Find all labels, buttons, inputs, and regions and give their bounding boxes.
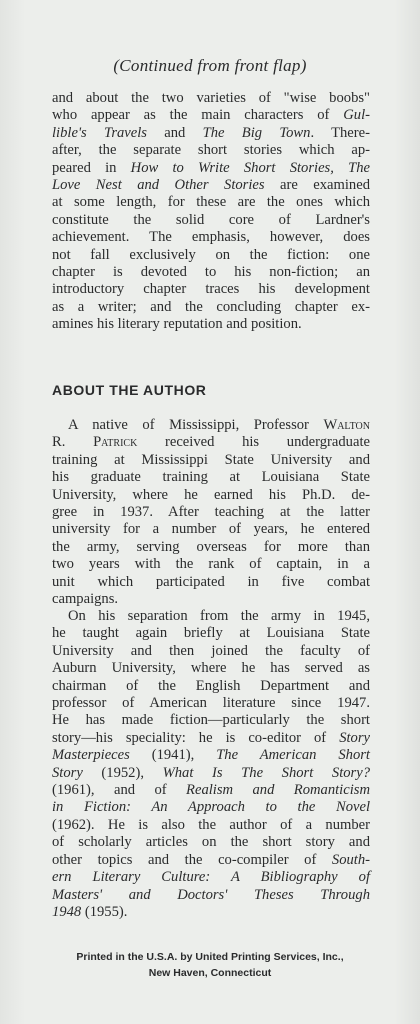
text-line: other topics and the co-compiler of South- <box>52 851 370 868</box>
text-line: (1962). He is also the author of a number <box>52 816 370 833</box>
text-line: (1961), and of Realism and Romanticism <box>52 782 370 799</box>
text-line: university for a number of years, he entered <box>52 521 370 538</box>
text-line: chapter is devoted to his non-fiction; an <box>52 264 370 281</box>
continued-note: (Continued from front flap) <box>113 56 307 75</box>
text-line: R. Patrick received his undergraduate <box>52 434 370 451</box>
text-line: his graduate training at Louisiana State <box>52 469 370 486</box>
text-line: story—his speciality: he is co-editor of Story <box>52 729 370 746</box>
text-line: he taught again briefly at Louisiana State <box>52 625 370 642</box>
printer-imprint <box>0 949 420 981</box>
text-line: Masters' and Doctors' Theses Through <box>52 886 370 903</box>
text-line: after, the separate short stories which ap- <box>52 142 370 159</box>
text-line: introductory chapter traces his development <box>52 281 370 298</box>
text-line: 1948 (1955). <box>52 903 128 920</box>
text-line: Auburn University, where he has served as <box>52 660 370 677</box>
text-line: as a writer; and the concluding chapter ex- <box>52 298 370 315</box>
text-line: two years with the rank of captain, in a <box>52 556 370 573</box>
text-line: peared in How to Write Short Stories, The <box>52 159 370 176</box>
flap-text <box>52 90 370 334</box>
text-line: gree in 1937. After teaching at the latter <box>52 504 370 521</box>
text-line: unit which participated in five combat <box>52 573 370 590</box>
text-line: amines his literary reputation and position. <box>52 316 302 333</box>
text-line: Masterpieces (1941), The American Short <box>52 747 370 764</box>
text-line: lible's Travels and The Big Town. There- <box>52 124 370 141</box>
text-line: at some length, for these are the ones which <box>52 194 370 211</box>
text-line: in Fiction: An Approach to the Novel <box>52 799 370 816</box>
text-line: training at Mississippi State University and <box>52 451 370 468</box>
text-line: A native of Mississippi, Professor Walton <box>68 417 370 433</box>
text-line: Love Nest and Other Stories are examined <box>52 177 370 194</box>
text-line: professor of American literature since 1947. <box>52 695 370 712</box>
text-line: He has made fiction—particularly the short <box>52 712 370 729</box>
imprint-line-1: Printed in the U.S.A. by United Printing Services, Inc., <box>76 951 344 963</box>
text-line: campaigns. <box>52 591 119 608</box>
text-line: ern Literary Culture: A Bibliography of <box>52 869 370 886</box>
imprint-line-2: New Haven, Connecticut <box>148 967 272 979</box>
text-line: University, where he earned his Ph.D. de- <box>52 486 370 503</box>
about-author-paragraph-2 <box>52 608 370 921</box>
about-author-paragraph-1 <box>52 417 370 608</box>
text-line: and about the two varieties of "wise boobs" <box>52 90 370 106</box>
text-line: not fall exclusively on the fiction: one <box>52 246 370 263</box>
text-line: University and then joined the faculty of <box>52 642 370 659</box>
text-line: On his separation from the army in 1945, <box>68 608 370 624</box>
text-line: of scholarly articles on the short story and <box>52 834 370 851</box>
text-line: the army, serving overseas for more than <box>52 538 370 555</box>
text-line: constitute the solid core of Lardner's <box>52 211 370 228</box>
text-line: achievement. The emphasis, however, does <box>52 229 370 246</box>
text-line: who appear as the main characters of Gul- <box>52 107 370 124</box>
about-author-heading: ABOUT THE AUTHOR <box>52 382 207 398</box>
text-line: Story (1952), What Is The Short Story? <box>52 764 370 781</box>
text-line: chairman of the English Department and <box>52 677 370 694</box>
